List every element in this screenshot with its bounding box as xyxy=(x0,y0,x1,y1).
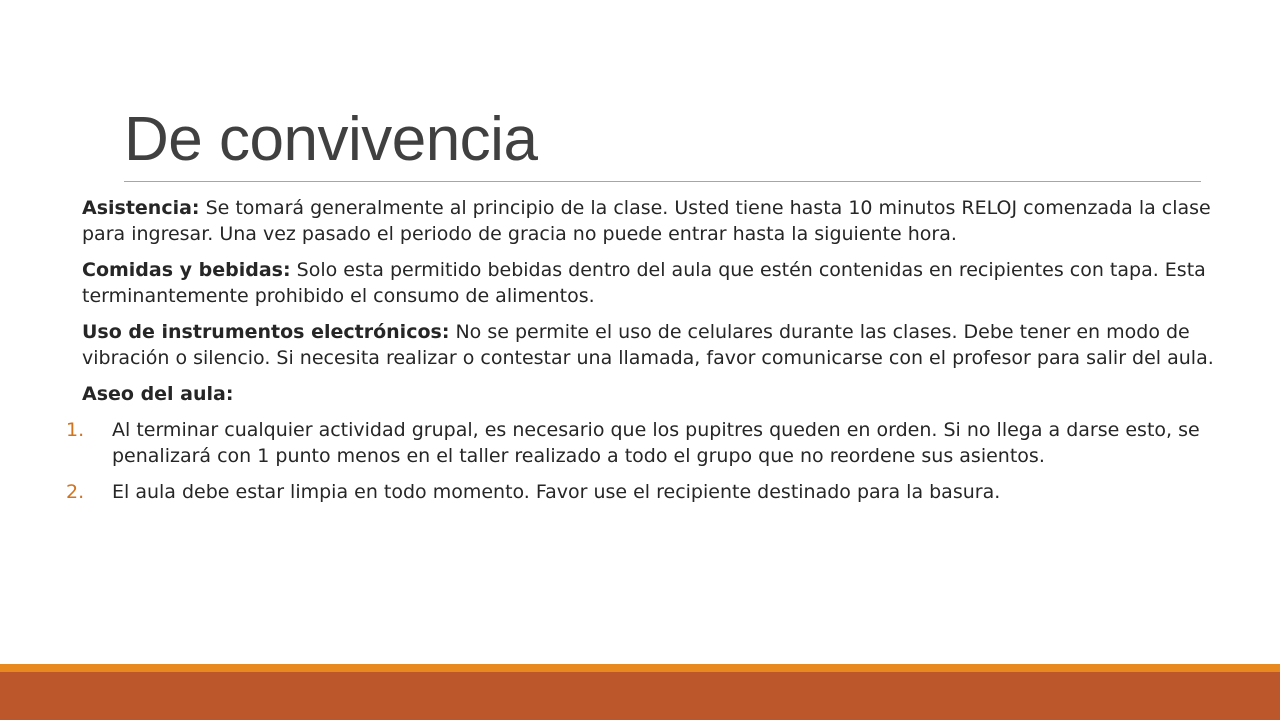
paragraph-text: No se permite el uso de celulares durante las clases. Debe tener en modo de vibración o silencio. Si necesita realizar o contestar una llamada, favor comunicarse con el profesor para salir del aula. xyxy=(82,321,1214,369)
paragraph-term: Comidas y bebidas: xyxy=(82,259,291,281)
list-item xyxy=(66,417,1224,469)
list-item-text: Al terminar cualquier actividad grupal, es necesario que los pupitres queden en orden. Si no llega a darse esto, se penalizará con 1 punto menos en el taller realizado a todo el grupo que no reordene sus asientos. xyxy=(112,419,1200,467)
paragraph-text: Se tomará generalmente al principio de la clase. Usted tiene hasta 10 minutos RELOJ comenzada la clase para ingresar. Una vez pasado el periodo de gracia no puede entrar hasta la siguiente hora. xyxy=(82,197,1211,245)
title-divider xyxy=(124,181,1201,182)
slide-title: De convivencia xyxy=(124,105,538,174)
paragraph-term: Aseo del aula: xyxy=(82,383,234,405)
footer-bar xyxy=(0,672,1280,720)
paragraph-term: Asistencia: xyxy=(82,197,200,219)
paragraph-asistencia xyxy=(82,195,1232,247)
slide-body xyxy=(66,195,1232,515)
list-number: 2. xyxy=(66,481,85,503)
footer-accent-bar xyxy=(0,664,1280,672)
paragraph-comidas-bebidas xyxy=(82,257,1232,309)
list-item-text: El aula debe estar limpia en todo momento. Favor use el recipiente destinado para la basura. xyxy=(112,481,1001,503)
paragraph-aseo-aula xyxy=(82,381,1232,407)
paragraph-term: Uso de instrumentos electrónicos: xyxy=(82,321,450,343)
paragraph-instrumentos-electronicos xyxy=(82,319,1232,371)
paragraph-text: Solo esta permitido bebidas dentro del aula que estén contenidas en recipientes con tapa. Esta terminantemente prohibido el consumo de alimentos. xyxy=(82,259,1206,307)
list-number: 1. xyxy=(66,419,85,441)
list-item xyxy=(66,479,1224,505)
